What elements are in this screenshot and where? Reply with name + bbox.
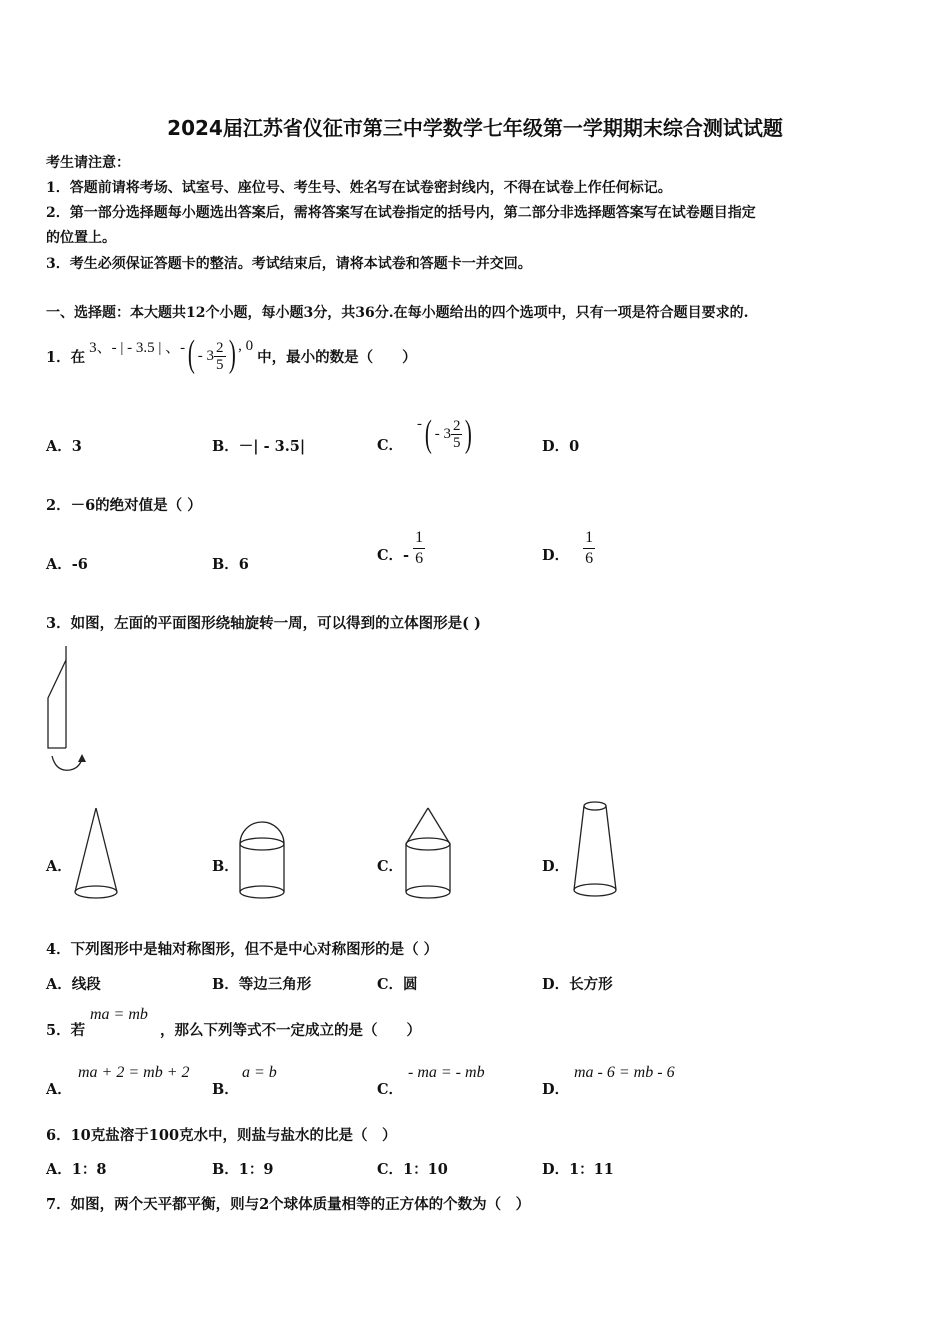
q5-option-b-label: B． xyxy=(212,1081,239,1098)
q4-option-a: A．线段 xyxy=(46,976,101,993)
notice-item-1: 1．答题前请将考场、试室号、座位号、考生号、姓名写在试卷密封线内，不得在试卷上作任何标记。 xyxy=(46,180,672,196)
q1-option-c-label: C． xyxy=(377,436,404,454)
q3-rotation-arrow xyxy=(52,756,82,770)
q1-frac-numerator: 2 xyxy=(216,339,224,356)
q1-option-c-denominator: 5 xyxy=(452,434,461,451)
q5-option-c-label: C． xyxy=(377,1081,404,1098)
question-5-prefix: 5．若 xyxy=(46,1022,86,1039)
q4-option-b: B．等边三角形 xyxy=(212,976,312,993)
cone-base xyxy=(75,886,117,898)
q2-option-c xyxy=(377,528,425,569)
q3-option-b-hemisphere-cylinder xyxy=(234,818,290,904)
q3-plane-figure xyxy=(40,642,90,774)
q2-option-d-fraction xyxy=(583,528,595,569)
hemisphere-top xyxy=(240,822,284,844)
q3-option-c-cone-cylinder xyxy=(400,804,456,904)
q3-option-c-label: C． xyxy=(377,858,404,875)
cylinder-base xyxy=(240,886,284,898)
q6-option-c: C．1：10 xyxy=(377,1161,448,1178)
frustum-base xyxy=(574,884,616,896)
q2-option-a: A．-6 xyxy=(46,556,88,573)
notice-item-3: 3．考生必须保证答题卡的整洁。考试结束后，请将本试卷和答题卡一并交回。 xyxy=(46,256,532,272)
question-1 xyxy=(46,332,417,380)
section-heading: 一、选择题：本大题共12个小题，每小题3分，共36分.在每小题给出的四个选项中，只有一项是符合题目要求的. xyxy=(46,305,749,321)
q2-option-c-fraction xyxy=(413,528,425,569)
question-4: 4．下列图形中是轴对称图形，但不是中心对称图形的是（ ） xyxy=(46,941,439,958)
notice-item-2a: 2．第一部分选择题每小题选出答案后，需将答案写在试卷指定的括号内，第二部分非选择题答案写在试卷题目指定 xyxy=(46,205,756,221)
q2-option-c-numerator: 1 xyxy=(415,529,424,546)
notice-heading: 考生请注意： xyxy=(46,155,130,171)
q4-option-c: C．圆 xyxy=(377,976,418,993)
q2-option-d-label: D． xyxy=(542,547,570,564)
question-3: 3．如图，左面的平面图形绕轴旋转一周，可以得到的立体图形是( ) xyxy=(46,615,481,632)
q1-option-b: B．－| - 3.5| xyxy=(212,438,306,455)
frustum-side-left xyxy=(574,806,584,890)
q1-fraction xyxy=(214,340,226,373)
q1-expr-a: 3、- | - 3.5 | 、- xyxy=(89,339,186,356)
q3-option-d-label: D． xyxy=(542,858,570,875)
q1-option-c-numerator: 2 xyxy=(452,417,461,434)
q1-option-c-fraction xyxy=(451,418,463,451)
cylinder-top xyxy=(406,838,450,850)
q3-option-d-frustum xyxy=(568,798,622,904)
page-title: 2024届江苏省仪征市第三中学数学七年级第一学期期末综合测试试题 xyxy=(167,116,783,140)
q6-option-b: B．1：9 xyxy=(212,1161,274,1178)
q1-option-c-paren-left: ( xyxy=(424,413,432,455)
cylinder-base xyxy=(406,886,450,898)
q1-option-c-expr: - 3 xyxy=(434,425,451,442)
q2-option-b: B．6 xyxy=(212,556,249,573)
q1-option-a: A．3 xyxy=(46,438,82,455)
q1-frac-denominator: 5 xyxy=(216,356,224,373)
q1-option-c xyxy=(377,410,475,458)
q3-option-a-label: A． xyxy=(46,858,72,875)
q1-expr-c: , 0 xyxy=(238,337,254,354)
question-5-suffix: ，那么下列等式不一定成立的是（ ） xyxy=(160,1022,421,1039)
q1-paren-left: ( xyxy=(187,333,195,375)
notice-item-2b: 的位置上。 xyxy=(46,230,116,246)
q2-option-d xyxy=(542,528,595,569)
q1-paren-right: ) xyxy=(228,333,236,375)
q1-option-c-minus: - xyxy=(417,415,423,432)
q3-option-b-label: B． xyxy=(212,858,239,875)
q1-expr-b: - 3 xyxy=(197,347,214,364)
q5-option-b-expr: a = b xyxy=(242,1064,277,1081)
q1-suffix: 中，最小的数是（ ） xyxy=(257,348,417,366)
cylinder-top xyxy=(240,838,284,850)
q3-rotation-arrowhead xyxy=(78,754,86,762)
q2-option-c-label: C．- xyxy=(377,547,410,564)
question-6: 6．10克盐溶于100克水中，则盐与盐水的比是（ ） xyxy=(46,1127,397,1144)
q5-option-c-expr: - ma = - mb xyxy=(408,1064,485,1081)
q3-option-a-cone xyxy=(70,804,122,904)
q3-plane-shape xyxy=(48,660,66,748)
q2-option-d-numerator: 1 xyxy=(585,529,594,546)
cone-side-left xyxy=(75,808,96,892)
q6-option-d: D．1：11 xyxy=(542,1161,614,1178)
q1-prefix: 1．在 xyxy=(46,348,86,366)
q2-option-d-denominator: 6 xyxy=(585,550,594,567)
q1-option-d: D．0 xyxy=(542,438,580,455)
q5-option-a-expr: ma + 2 = mb + 2 xyxy=(78,1064,190,1081)
q5-option-d-expr: ma - 6 = mb - 6 xyxy=(574,1064,675,1081)
frustum-side-right xyxy=(606,806,616,890)
frustum-top xyxy=(584,802,606,810)
question-7: 7．如图，两个天平都平衡，则与2个球体质量相等的正方体的个数为（ ） xyxy=(46,1196,531,1213)
q2-option-c-denominator: 6 xyxy=(415,550,424,567)
q4-option-d: D．长方形 xyxy=(542,976,613,993)
q6-option-a: A．1：8 xyxy=(46,1161,107,1178)
q1-option-c-paren-right: ) xyxy=(465,413,473,455)
cone-side-right xyxy=(96,808,117,892)
q5-option-d-label: D． xyxy=(542,1081,570,1098)
question-2: 2．－6的绝对值是（ ） xyxy=(46,497,202,514)
q5-condition: ma = mb xyxy=(90,1006,148,1023)
q5-option-a-label: A． xyxy=(46,1081,72,1098)
